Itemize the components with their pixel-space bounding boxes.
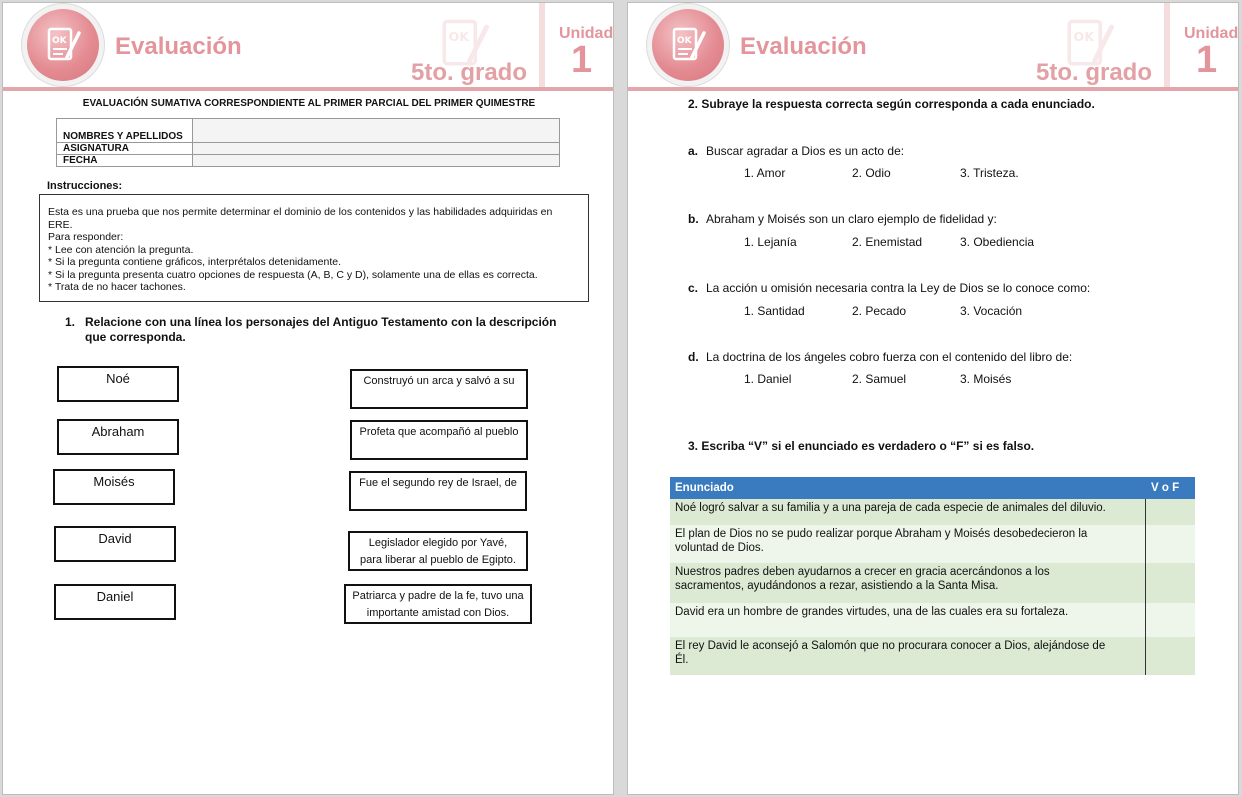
option[interactable]: 2. Enemistad	[852, 235, 923, 249]
answer-cell[interactable]	[1145, 637, 1195, 675]
instruction-line: ERE.	[48, 218, 73, 231]
table-row	[670, 563, 1195, 603]
instruction-line: Esta es una prueba que nos permite determinar el dominio de los contenidos y las habilidades adquiridas en	[48, 206, 553, 218]
description-line: importante amistad con Dios.	[366, 607, 510, 619]
statement-line: Noé logró salvar a su familia y a una pareja de cada especie de animales del diluvio.	[675, 502, 1106, 514]
info-value-date[interactable]	[193, 155, 560, 167]
question-2d	[688, 350, 1072, 364]
table-row	[670, 603, 1195, 637]
statement-line: sacramentos, ayudándonos a rezar, asistiendo a la Santa Misa.	[675, 580, 999, 592]
option[interactable]: 2. Pecado	[852, 304, 907, 318]
statement-cell	[670, 499, 1145, 525]
instruction-line: * Lee con atención la pregunta.	[48, 243, 194, 256]
statement-cell	[670, 603, 1145, 637]
item-text: Abraham y Moisés son un claro ejemplo de fidelidad y:	[706, 212, 997, 226]
page-header	[628, 3, 1238, 95]
statement-line: David era un hombre de grandes virtudes, una de las cuales era su fortaleza.	[675, 606, 1069, 618]
exam-checklist-icon	[27, 9, 99, 81]
item-text: La acción u omisión necesaria contra la Ley de Dios se lo conoce como:	[706, 281, 1091, 295]
answer-cell[interactable]	[1145, 525, 1195, 563]
info-value-name[interactable]	[193, 119, 560, 143]
column-header-true-false: V o F	[1145, 477, 1195, 499]
character-box-daniel[interactable]: Daniel	[54, 584, 176, 620]
unit-tab	[539, 3, 614, 89]
table-row	[670, 525, 1195, 563]
header-title: Evaluación	[740, 33, 867, 60]
statement-line: El plan de Dios no se pudo realizar porque Abraham y Moisés desobedecieron la	[675, 528, 1088, 540]
instruction-line: * Trata de no hacer tachones.	[48, 281, 186, 293]
question-1-text-cont: que corresponda.	[85, 330, 186, 344]
header-title: Evaluación	[115, 33, 242, 60]
question-1-text: Relacione con una línea los personajes del Antiguo Testamento con la descripción	[85, 315, 557, 329]
student-info-table	[56, 118, 560, 167]
description-box[interactable]	[349, 471, 527, 511]
question-2-title: 2. Subraye la respuesta correcta según corresponda a cada enunciado.	[688, 97, 1095, 111]
item-text: Buscar agradar a Dios es un acto de:	[706, 144, 905, 158]
question-2d-options	[744, 372, 1068, 386]
question-2c	[688, 281, 1090, 295]
description-line: Patriarca y padre de la fe, tuvo una	[352, 590, 524, 602]
question-2c-options	[744, 304, 1068, 318]
description-box[interactable]	[344, 584, 532, 624]
evaluation-heading: EVALUACIÓN SUMATIVA CORRESPONDIENTE AL PRIMER PARCIAL DEL PRIMER QUIMESTRE	[82, 98, 536, 109]
option[interactable]: 1. Lejanía	[744, 235, 797, 249]
instructions-box	[39, 194, 589, 302]
answer-cell[interactable]	[1145, 563, 1195, 603]
header-divider	[3, 87, 613, 91]
option[interactable]: 2. Odio	[852, 166, 891, 180]
header-divider	[628, 87, 1238, 91]
question-3-title: 3. Escriba “V” si el enunciado es verdadero o “F” si es falso.	[688, 439, 1035, 453]
option[interactable]: 3. Vocación	[960, 304, 1023, 318]
instruction-line: * Si la pregunta contiene gráficos, interprétalos detenidamente.	[48, 256, 342, 268]
item-letter: b.	[688, 212, 699, 226]
page-header	[3, 3, 613, 95]
character-box-moises[interactable]: Moisés	[53, 469, 175, 505]
statement-cell	[670, 637, 1145, 675]
column-header-statement: Enunciado	[670, 477, 1145, 499]
info-label-date: FECHA	[57, 155, 193, 167]
instruction-line: * Si la pregunta presenta cuatro opciones de respuesta (A, B, C y D), solamente una de ellas es correcta.	[48, 268, 538, 281]
instruction-line: Para responder:	[48, 231, 124, 243]
unit-tab	[1164, 3, 1239, 89]
statement-line: Él.	[675, 654, 689, 666]
question-1-title	[65, 315, 573, 345]
description-line: Fue el segundo rey de Israel, de	[359, 477, 517, 489]
description-box[interactable]	[350, 420, 528, 460]
unit-label: Unidad	[1184, 25, 1239, 42]
question-2b-options	[744, 235, 1068, 249]
description-line: Construyó un arca y salvó a su	[363, 375, 515, 387]
item-text: La doctrina de los ángeles cobro fuerza con el contenido del libro de:	[706, 350, 1073, 364]
answer-cell[interactable]	[1145, 603, 1195, 637]
statement-line: Nuestros padres deben ayudarnos a crecer en gracia acercándonos a los	[675, 566, 1050, 578]
option[interactable]: 3. Moisés	[960, 372, 1012, 386]
answer-cell[interactable]	[1145, 499, 1195, 525]
character-box-noe[interactable]: Noé	[57, 366, 179, 402]
table-row	[670, 499, 1195, 525]
question-2a-options	[744, 166, 1068, 180]
question-2b	[688, 212, 997, 226]
unit-label: Unidad	[559, 25, 614, 42]
unit-number: 1	[571, 39, 593, 81]
svg-text:OK: OK	[1073, 29, 1095, 45]
info-label-subject: ASIGNATURA	[57, 143, 193, 155]
instructions-label: Instrucciones:	[47, 180, 123, 192]
statement-cell	[670, 525, 1145, 563]
svg-text:OK: OK	[448, 29, 470, 45]
exam-checklist-icon	[652, 9, 724, 81]
statement-cell	[670, 563, 1145, 603]
svg-text:OK: OK	[677, 36, 692, 46]
item-letter: a.	[688, 144, 699, 158]
info-label-name: NOMBRES Y APELLIDOS	[57, 119, 193, 143]
option[interactable]: 2. Samuel	[852, 372, 907, 386]
option[interactable]: 1. Amor	[744, 166, 786, 180]
option[interactable]: 1. Santidad	[744, 304, 805, 318]
header-grade: 5to. grado	[411, 59, 528, 86]
unit-number: 1	[1196, 39, 1218, 81]
question-2a	[688, 144, 904, 158]
left-page	[2, 2, 614, 795]
description-line: Legislador elegido por Yavé,	[368, 537, 508, 549]
question-1-number: 1.	[65, 315, 76, 329]
header-grade: 5to. grado	[1036, 59, 1153, 86]
character-box-abraham[interactable]: Abraham	[57, 419, 179, 455]
table-row	[670, 637, 1195, 675]
statement-line: voluntad de Dios.	[675, 542, 764, 554]
true-false-table	[670, 477, 1195, 675]
description-box[interactable]	[348, 531, 528, 571]
item-letter: c.	[688, 281, 699, 295]
svg-text:OK: OK	[52, 36, 67, 46]
description-line: Profeta que acompañó al pueblo	[359, 426, 519, 438]
item-letter: d.	[688, 350, 699, 364]
option[interactable]: 3. Obediencia	[960, 235, 1035, 249]
description-line: para liberar al pueblo de Egipto.	[360, 554, 516, 566]
option[interactable]: 3. Tristeza.	[960, 166, 1019, 180]
option[interactable]: 1. Daniel	[744, 372, 792, 386]
right-page	[627, 2, 1239, 795]
statement-line: El rey David le aconsejó a Salomón que no procurara conocer a Dios, alejándose de	[675, 640, 1106, 652]
character-box-david[interactable]: David	[54, 526, 176, 562]
description-box[interactable]	[350, 369, 528, 409]
info-value-subject[interactable]	[193, 143, 560, 155]
